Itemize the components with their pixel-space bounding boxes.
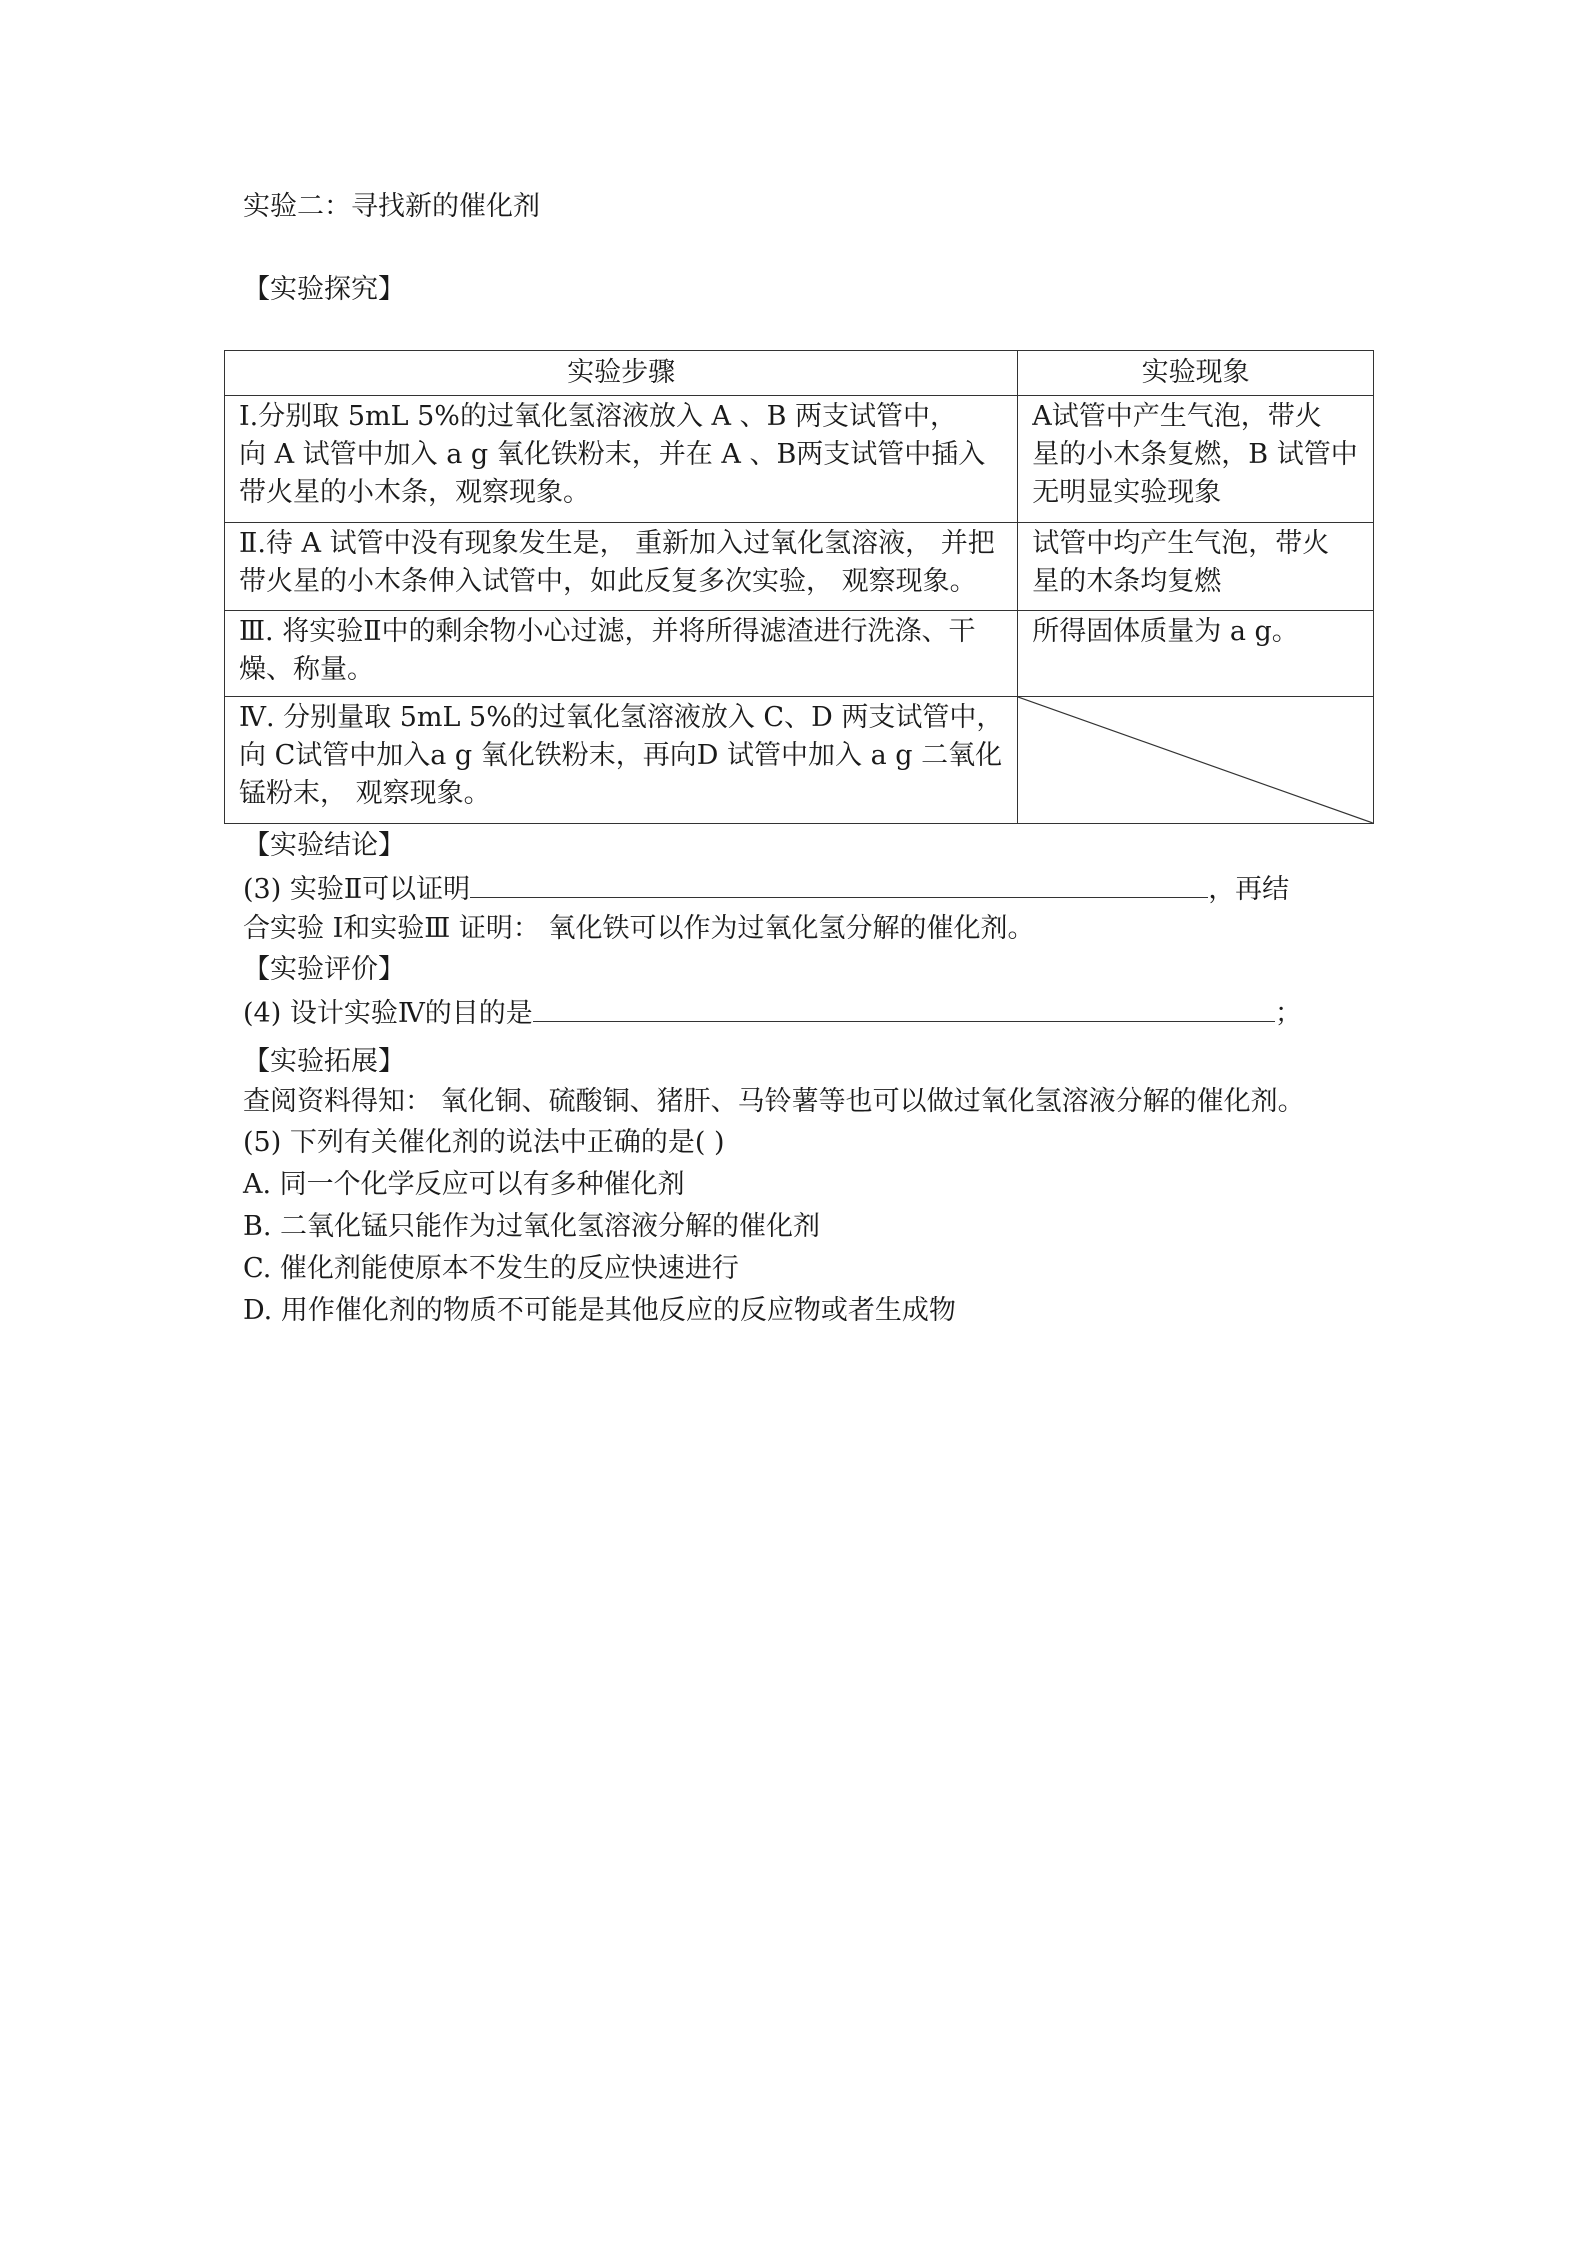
option-a: A. 同一个化学反应可以有多种催化剂 — [243, 1169, 685, 1200]
step-line: 带火星的小木条，观察现象。 — [239, 477, 590, 508]
q4-prefix: (4) 设计实验Ⅳ的目的是 — [243, 998, 533, 1029]
question-4 — [243, 993, 1302, 1033]
q4-suffix: ； — [1274, 998, 1302, 1029]
result-line: 无明显实验现象 — [1032, 477, 1222, 508]
step-line: Ⅳ. 分别量取 5mL 5%的过氧化氢溶液放入 C、D 两支试管中， — [239, 702, 1004, 733]
step-cell — [225, 523, 1018, 611]
step-cell — [225, 396, 1018, 523]
step-line: 带火星的小木条伸入试管中，如此反复多次实验， 观察现象。 — [239, 566, 977, 597]
table-header-row — [225, 351, 1374, 396]
section-heading-extension: 【实验拓展】 — [243, 1046, 405, 1077]
q3-prefix: (3) 实验Ⅱ可以证明 — [243, 874, 471, 905]
result-line: 星的木条均复燃 — [1032, 566, 1222, 597]
result-line: 试管中均产生气泡，带火 — [1032, 528, 1330, 559]
option-d: D. 用作催化剂的物质不可能是其他反应的反应物或者生成物 — [243, 1295, 956, 1326]
result-cell — [1018, 396, 1374, 523]
result-line: 所得固体质量为 a g。 — [1032, 616, 1299, 647]
step-line: 向 A 试管中加入 a g 氧化铁粉末，并在 A 、B两支试管中插入 — [239, 439, 986, 470]
option-c: C. 催化剂能使原本不发生的反应快速进行 — [243, 1253, 739, 1284]
step-cell — [225, 697, 1018, 824]
section-heading-conclusion: 【实验结论】 — [243, 830, 405, 861]
header-results: 实验现象 — [1018, 351, 1374, 396]
step-line: 燥、称量。 — [239, 654, 374, 685]
table-row — [225, 396, 1374, 523]
result-line: A试管中产生气泡，带火 — [1032, 401, 1322, 432]
step-cell — [225, 611, 1018, 697]
question-3-line2: 合实验 Ⅰ和实验Ⅲ 证明： 氧化铁可以作为过氧化氢分解的催化剂。 — [243, 913, 1035, 944]
extension-text: 查阅资料得知： 氧化铜、硫酸铜、猪肝、马铃薯等也可以做过氧化氢溶液分解的催化剂。 — [243, 1086, 1305, 1117]
section-heading-explore: 【实验探究】 — [243, 274, 405, 305]
question-5-stem: (5) 下列有关催化剂的说法中正确的是( ) — [243, 1127, 725, 1158]
diagonal-line — [1018, 697, 1373, 823]
result-cell — [1018, 523, 1374, 611]
step-line: Ⅰ.分别取 5mL 5%的过氧化氢溶液放入 A 、B 两支试管中， — [239, 401, 958, 432]
step-line: Ⅲ. 将实验Ⅱ中的剩余物小心过滤，并将所得滤渣进行洗涤、干 — [239, 616, 976, 647]
q3-suffix: ，再结 — [1208, 874, 1290, 905]
experiment-table — [224, 350, 1374, 824]
empty-diagonal-cell — [1018, 697, 1374, 824]
option-b: B. 二氧化锰只能作为过氧化氢溶液分解的催化剂 — [243, 1211, 821, 1242]
header-steps: 实验步骤 — [225, 351, 1018, 396]
table-row — [225, 611, 1374, 697]
page-title: 实验二：寻找新的催化剂 — [243, 191, 540, 222]
step-line: 向 C试管中加入a g 氧化铁粉末，再向D 试管中加入 a g 二氧化 — [239, 740, 1003, 771]
q4-answer-blank[interactable] — [533, 993, 1275, 1022]
result-line: 星的小木条复燃，B 试管中 — [1032, 439, 1358, 470]
question-3-line1 — [243, 869, 1289, 909]
table-row — [225, 523, 1374, 611]
step-line: 锰粉末， 观察现象。 — [239, 778, 491, 809]
section-heading-evaluation: 【实验评价】 — [243, 954, 405, 985]
q3-answer-blank[interactable] — [470, 869, 1208, 898]
step-line: Ⅱ.待 A 试管中没有现象发生是， 重新加入过氧化氢溶液， 并把 — [239, 528, 995, 559]
result-cell — [1018, 611, 1374, 697]
table-row — [225, 697, 1374, 824]
